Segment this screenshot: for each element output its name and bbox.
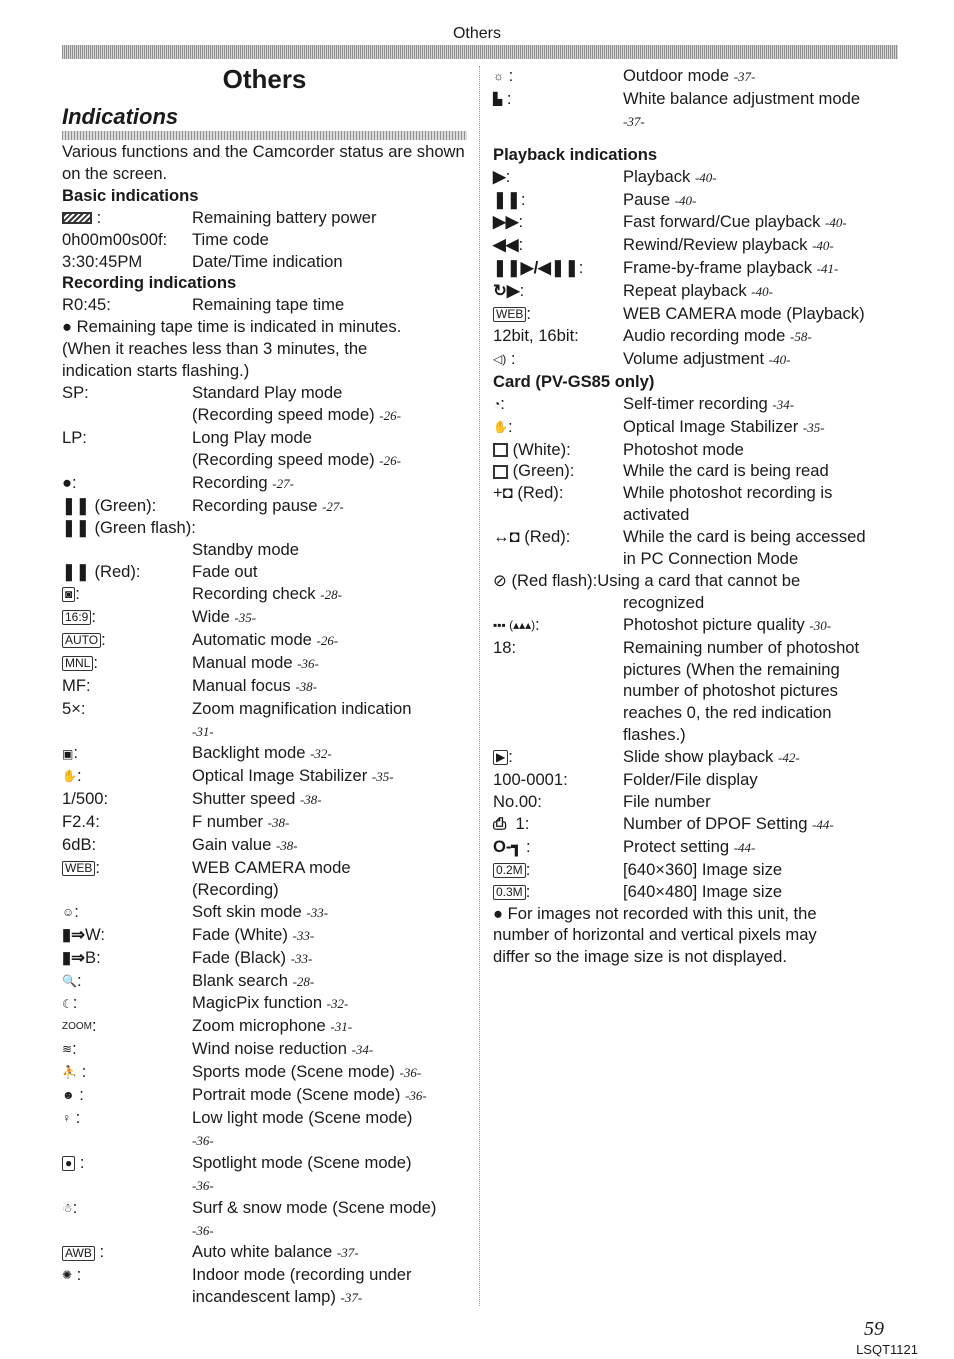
list-item: AUTO : Automatic mode -26- <box>62 629 467 652</box>
frame-by-frame-icon: ❚❚▶/◀❚❚ <box>493 258 579 278</box>
list-item: ✺ : Indoor mode (recording under <box>62 1265 412 1285</box>
list-item: ☼ : Outdoor mode -37- <box>493 66 756 85</box>
list-item: (White): Photoshot mode <box>493 439 898 461</box>
list-item: ◀◀: Rewind/Review playback -40- <box>493 235 834 255</box>
note: ● Remaining tape time is indicated in minutes. <box>62 317 402 337</box>
list-item: ☾: MagicPix function -32- <box>62 993 349 1013</box>
volume-icon: ◁) <box>493 351 507 366</box>
list-item: ▙ : White balance adjustment mode <box>493 88 861 108</box>
list-item: ✋: Optical Image Stabilizer -35- <box>62 766 394 786</box>
card-error-icon: ⊘ <box>493 570 507 590</box>
playback-heading: Playback indications <box>493 144 658 164</box>
dpof-icon: ⎙ <box>493 813 507 833</box>
wide-icon: 16:9 <box>62 610 91 625</box>
page-number: 59 <box>864 1318 884 1340</box>
list-item: ZOOM: Zoom microphone -31- <box>62 1016 353 1036</box>
fade-black-icon: ▮⇒B <box>62 947 97 967</box>
intro-text: Various functions and the Camcorder status are shown on the screen. <box>62 142 465 183</box>
protect-key-icon: O‑┓ <box>493 836 522 856</box>
list-item: LP: Long Play mode <box>62 427 312 447</box>
list-item: ↻▶: Repeat playback -40- <box>493 281 773 301</box>
list-item: ⛹ : Sports mode (Scene mode) -36- <box>62 1062 422 1082</box>
portrait-icon: ☻ <box>62 1088 75 1103</box>
sports-icon: ⛹ <box>62 1065 77 1080</box>
list-item: 100-0001: Folder/File display <box>493 770 758 790</box>
fast-forward-icon: ▶▶ <box>493 212 519 232</box>
running-title: Others <box>452 25 501 42</box>
wind-noise-icon: ≋ <box>62 1042 73 1057</box>
low-light-icon: ♀ <box>62 1111 71 1126</box>
repeat-icon: ↻▶ <box>493 281 520 301</box>
image-size-icon: 0.2M <box>493 863 526 878</box>
stabilizer-icon: ✋ <box>62 769 77 784</box>
page-title: Others <box>222 64 307 94</box>
zoom-mic-icon: ZOOM <box>62 1021 92 1033</box>
list-item: ▮⇒W: Fade (White) -33- <box>62 924 315 944</box>
list-item: 12bit, 16bit: Audio recording mode -58- <box>493 325 812 345</box>
list-item: WEB : WEB CAMERA mode <box>62 857 467 879</box>
list-item: ♀ : Low light mode (Scene mode) <box>62 1107 413 1127</box>
list-item: ▶ : Slide show playback -42- <box>493 746 898 769</box>
list-item: 0.3M : [640×480] Image size <box>493 881 898 903</box>
list-item: R0:45: Remaining tape time <box>62 295 345 315</box>
right-column: ☼ : Outdoor mode -37- ▙ : White balance adjustment mode -37- Playback indications ▶: Playback -40- ❚❚: Pause -40- ▶▶: Fast forward/Cue playback -40- ◀◀: Rewind/Review playback -40- ❚❚▶/◀❚❚: Frame-by-frame playback -41- ↻▶: Repeat playback -40- WEB : WEB CAMERA mode (Playback) 12bit, 16bit: Audio recording mode -58- ◁) : Volume adjustment -40- Card (PV-GS85 only) ◔: Self-timer recording -34- ✋: Optical Image Stabilizer -35- (White): Photoshot mode (Green): While the card is being read +◘ (Red): While photoshot recording is activated ↔◘ (Red): While the card is being accessed in PC Connection Mode ⊘ (Red flash):Using a card that cannot be recognized ▪▪▪ (▴▴▴): Photoshot picture quality -30- 18: Remaining number of photoshot pictures (When the remaining number of photoshot pictures reaches 0, the red indication flashes.) ▶ : Slide show playback -42- 100-0001: Folder/File display No.00: File number ⎙ 1: Number of DPOF Setting -44- O‑┓ : Protect setting -44- 0.2M : [640×360] Image size 0.3M : [640×480] Image size ● For images not recorded with this unit, the number of horizontal and vertical pixels may differ so the image size is not displayed. <box>493 65 898 968</box>
list-item: ◙ : Recording check -28- <box>62 583 467 606</box>
wb-adjust-icon: ▙ <box>493 92 503 107</box>
list-item: ↔◘ (Red): While the card is being accessed <box>493 527 866 547</box>
list-item: ❚❚ (Green): Recording pause -27- <box>62 495 344 515</box>
card-heading: Card (PV-GS85 only) <box>493 371 655 391</box>
play-icon: ▶ <box>493 166 506 186</box>
list-item: ◔: Self-timer recording -34- <box>493 393 795 413</box>
pause-icon: ❚❚ <box>62 518 90 538</box>
list-item: 1/500: Shutter speed -38- <box>62 789 322 809</box>
section-rule <box>62 131 467 140</box>
outdoor-sun-icon: ☼ <box>493 69 504 84</box>
surf-snow-icon: ☃ <box>62 1200 73 1215</box>
list-item: ⊘ (Red flash):Using a card that cannot be <box>493 570 801 590</box>
fade-white-icon: ▮⇒W <box>62 924 101 944</box>
list-item: 6dB: Gain value -38- <box>62 835 298 855</box>
image-size-icon: 0.3M <box>493 885 526 900</box>
document-code: LSQT1121 <box>856 1342 918 1357</box>
auto-icon: AUTO <box>62 633 101 648</box>
list-item: ≋: Wind noise reduction -34- <box>62 1039 374 1059</box>
recording-check-icon: ◙ <box>62 587 75 602</box>
web-camera-icon: WEB <box>62 861 95 876</box>
list-item: 5×: Zoom magnification indication <box>62 698 412 718</box>
list-item: 0.2M : [640×360] Image size <box>493 859 898 881</box>
list-item: ❚❚: Pause -40- <box>493 189 697 209</box>
slide-show-icon: ▶ <box>493 750 508 765</box>
list-item: 🔍: Blank search -28- <box>62 970 315 990</box>
header-band <box>62 45 898 59</box>
list-item: ❚❚ (Red): Fade out <box>62 562 258 582</box>
list-item: ❚❚▶/◀❚❚: Frame-by-frame playback -41- <box>493 258 839 278</box>
list-item: 3:30:45PM Date/Time indication <box>62 251 343 271</box>
list-item: SP: Standard Play mode <box>62 382 343 402</box>
list-item: ◁) : Volume adjustment -40- <box>493 348 791 368</box>
picture-quality-icon: ▪▪▪ (▴▴▴) <box>493 617 536 632</box>
list-item: No.00: File number <box>493 792 711 811</box>
recording-heading: Recording indications <box>62 273 237 293</box>
list-item: ☻ : Portrait mode (Scene mode) -36- <box>62 1085 427 1105</box>
card-icon <box>493 443 508 457</box>
card-access-icon: ↔◘ <box>493 527 520 547</box>
list-item: ✋: Optical Image Stabilizer -35- <box>493 416 825 436</box>
list-item: ▶▶: Fast forward/Cue playback -40- <box>493 212 847 232</box>
list-item: ▣: Backlight mode -32- <box>62 743 332 763</box>
list-item: ☺: Soft skin mode -33- <box>62 901 329 921</box>
backlight-icon: ▣ <box>62 746 74 761</box>
list-item: ☃: Surf & snow mode (Scene mode) <box>62 1197 437 1217</box>
list-item: ▮⇒B: Fade (Black) -33- <box>62 947 313 967</box>
list-item: ●: Recording -27- <box>62 472 294 492</box>
pause-icon: ❚❚ <box>62 562 90 582</box>
column-divider <box>479 66 480 1306</box>
note: ● For images not recorded with this unit, the <box>493 903 817 923</box>
blank-search-icon: 🔍 <box>62 973 77 988</box>
list-item: O‑┓ : Protect setting -44- <box>493 836 756 856</box>
battery-icon <box>62 212 92 224</box>
rewind-icon: ◀◀ <box>493 235 519 255</box>
list-item: ▶: Playback -40- <box>493 166 717 186</box>
manual-icon: MNL <box>62 656 93 671</box>
list-item: MF: Manual focus -38- <box>62 675 317 695</box>
pause-icon: ❚❚ <box>62 495 90 515</box>
list-item: 18: Remaining number of photoshot <box>493 637 860 657</box>
spotlight-icon: ● <box>62 1156 75 1171</box>
section-title: Indications <box>62 104 179 129</box>
awb-icon: AWB <box>62 1246 95 1261</box>
list-item: ● : Spotlight mode (Scene mode) <box>62 1152 467 1174</box>
list-item: +◘ (Red): While photoshot recording is <box>493 483 833 503</box>
list-item: WEB : WEB CAMERA mode (Playback) <box>493 303 898 325</box>
record-dot-icon: ● <box>62 472 73 492</box>
pause-icon: ❚❚ <box>493 189 521 209</box>
indoor-bulb-icon: ✺ <box>62 1268 73 1283</box>
stabilizer-icon: ✋ <box>493 419 508 434</box>
list-item: ▪▪▪ (▴▴▴): Photoshot picture quality -30- <box>493 614 832 634</box>
list-item: 0h00m00s00f: Time code <box>62 229 269 249</box>
web-camera-icon: WEB <box>493 307 526 322</box>
basic-heading: Basic indications <box>62 185 199 205</box>
left-column: Various functions and the Camcorder status are shown on the screen. Basic indications : Remaining battery power 0h00m00s00f: Time code 3:30:45PM Date/Time indication Recording indications R0:45: Remaining tape time ● Remaining tape time is indicated in minutes. (When it reaches less than 3 minutes, the indication starts flashing.) SP: Standard Play mode (Recording speed mode) -26- LP: Long Play mode (Recording speed mode) -26- ●: Recording -27- ❚❚ (Green): Recording pause -27- ❚❚ (Green flash): Standby mode ❚❚ (Red): Fade out ◙ : Recording check -28- 16:9 : Wide -35- AUTO : Automatic mode -26- MNL : Manual mode -36- MF: Manual focus -38- 5×: Zoom magnification indication -31- ▣: Backlight mode -32- ✋: Optical Image Stabilizer -35- 1/500: Shutter speed -38- F2.4: F number -38- 6dB: Gain value -38- WEB : WEB CAMERA mode (Recording) ☺: Soft skin mode -33- ▮⇒W: Fade (White) -33- ▮⇒B: Fade (Black) -33- 🔍: Blank search -28- ☾: MagicPix function -32- ZOOM: Zoom microphone -31- ≋: Wind noise reduction -34- ⛹ : Sports mode (Scene mode) -36- ☻ : Portrait mode (Scene mode) -36- ♀ : Low light mode (Scene mode) -36- ● : Spotlight mode (Scene mode) -36- ☃: Surf & snow mode (Scene mode) -36- AWB : Auto white balance -37- ✺ : Indoor mode (recording under incandescent lamp) -37- <box>62 141 467 1309</box>
list-item: : Remaining battery power <box>62 207 467 229</box>
soft-skin-icon: ☺ <box>62 904 75 919</box>
list-item: AWB : Auto white balance -37- <box>62 1241 467 1264</box>
list-item: F2.4: F number -38- <box>62 812 290 832</box>
self-timer-icon: ◔ <box>493 396 501 411</box>
list-item: 16:9 : Wide -35- <box>62 606 467 629</box>
list-item: (Green): While the card is being read <box>493 460 898 482</box>
magicpix-icon: ☾ <box>62 996 73 1011</box>
list-item: MNL : Manual mode -36- <box>62 652 467 675</box>
list-item: ⎙ 1: Number of DPOF Setting -44- <box>493 813 834 833</box>
card-write-icon: +◘ <box>493 483 513 503</box>
card-icon <box>493 465 508 479</box>
